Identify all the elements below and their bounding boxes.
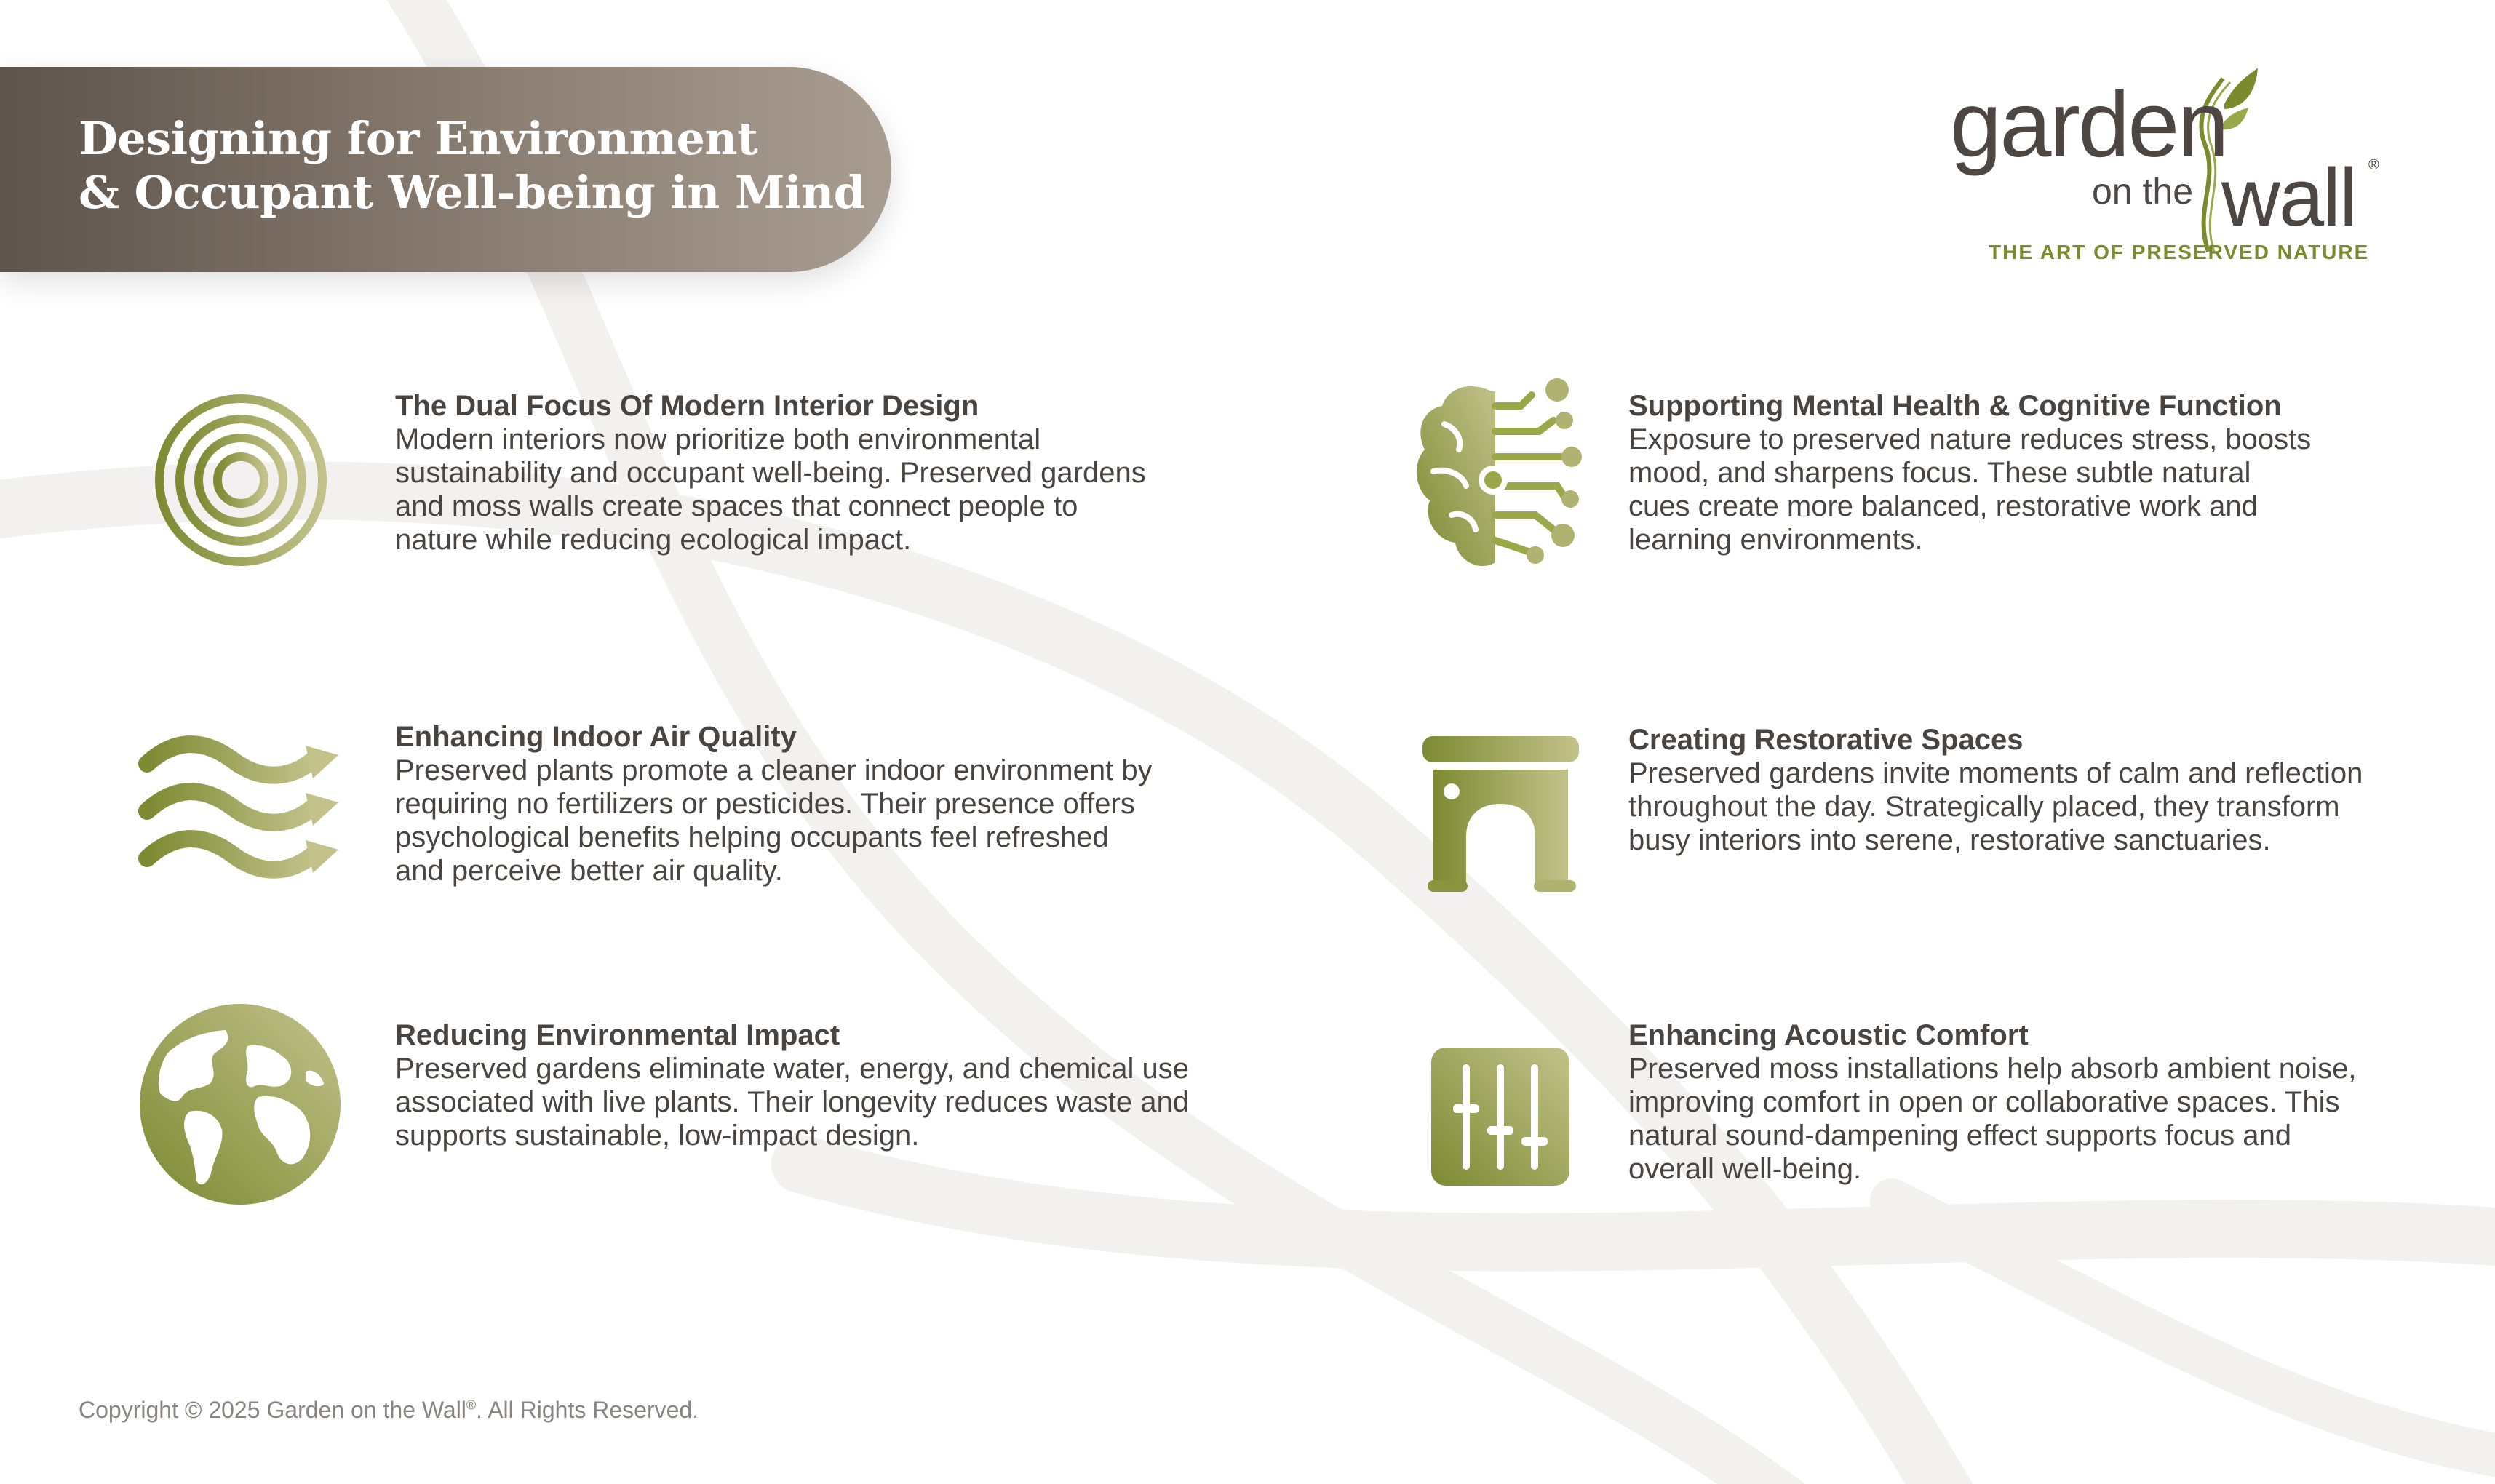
brain-circuit-icon <box>1412 377 1593 581</box>
sliders-icon <box>1430 1046 1572 1188</box>
feature-body: Modern interiors now prioritize both environmental sustainability and occupant well-being. Preserved gardens and moss walls create spaces that connect people to nature while reducing ecological impact. <box>395 423 1146 556</box>
globe-icon <box>138 1002 342 1206</box>
feature-heading: Creating Restorative Spaces <box>1628 724 2024 756</box>
archway-icon <box>1419 735 1586 895</box>
logo-registered-mark: ® <box>2368 157 2379 173</box>
copyright-footer: Copyright © 2025 Garden on the Wall®. All Rights Reserved. <box>79 1397 699 1423</box>
page-title-line-1: Designing for Environment <box>79 112 758 165</box>
feature-heading: Enhancing Indoor Air Quality <box>395 721 797 753</box>
logo-wall-text: wall <box>2221 152 2356 243</box>
title-banner <box>0 67 891 272</box>
garden-on-the-wall-logo <box>1939 64 2390 275</box>
feature-body: Preserved moss installations help absorb ambient noise, improving comfort in open or collaborative spaces. This natural sound-dampening effect supports focus and overall well-being. <box>1628 1053 2357 1185</box>
logo-tagline: THE ART OF PRESERVED NATURE <box>1989 241 2370 263</box>
page-title-line-2: & Occupant Well-being in Mind <box>79 166 865 219</box>
feature-body: Exposure to preserved nature reduces stress, boosts mood, and sharpens focus. These subtle natural cues create more balanced, restorative work and learning environments. <box>1628 423 2312 556</box>
feature-heading: Supporting Mental Health & Cognitive Function <box>1628 390 2282 422</box>
logo-on-the-text: on the <box>2092 171 2194 212</box>
feature-body: Preserved gardens invite moments of calm and reflection throughout the day. Strategically placed, they transform busy interiors into serene, restorative sanctuaries. <box>1628 757 2363 856</box>
feature-heading: The Dual Focus Of Modern Interior Design <box>395 390 979 422</box>
feature-body: Preserved gardens eliminate water, energy, and chemical use associated with live plants. Their longevity reduces waste and supports sustainable, low-impact design. <box>395 1053 1189 1152</box>
concentric-circles-icon <box>150 389 332 571</box>
feature-heading: Reducing Environmental Impact <box>395 1019 840 1051</box>
feature-body: Preserved plants promote a cleaner indoor environment by requiring no fertilizers or pesticides. Their presence offers psychological benefits helping occupants feel refreshed and perceive better air quality. <box>395 754 1153 887</box>
air-flow-icon <box>138 735 342 895</box>
feature-heading: Enhancing Acoustic Comfort <box>1628 1019 2029 1051</box>
logo-garden-text: garden <box>1950 73 2227 177</box>
